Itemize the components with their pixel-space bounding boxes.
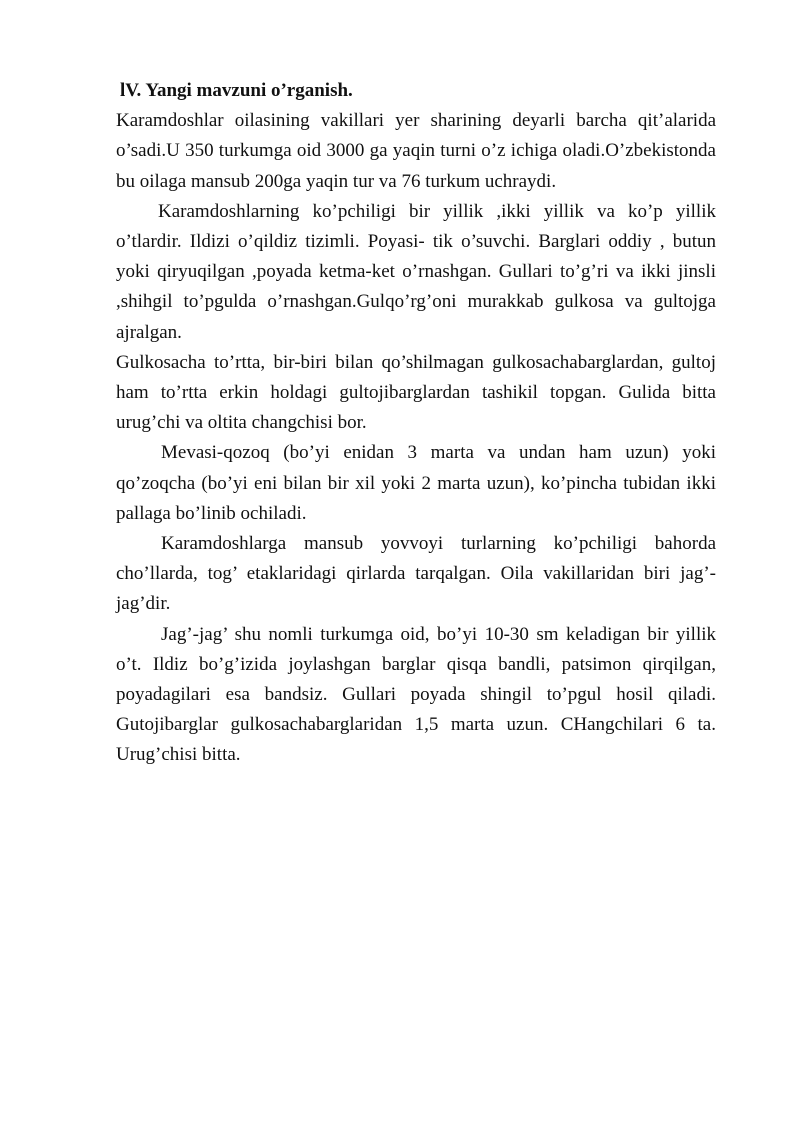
section-heading: lV. Yangi mavzuni o’rganish. (120, 80, 353, 101)
document-body (116, 76, 716, 771)
paragraph-3: Gulkosacha to’rtta, bir-biri bilan qo’shilmagan gulkosachabarglardan, gultoj ham to’rtta erkin holdagi gultojibarglardan tashikil topgan. Gulida bitta urug’chi va oltita changchisi bor. (116, 351, 716, 434)
paragraph-5: Karamdoshlarga mansub yovvoyi turlarning ko’pchiligi bahorda cho’llarda, tog’ etaklaridagi qirlarda tarqalgan. Oila vakillaridan biri jag’-jag’dir. (116, 533, 716, 615)
paragraph-6: Jag’-jag’ shu nomli turkumga oid, bo’yi 10-30 sm keladigan bir yillik o’t. Ildiz bo’g’izida joylashgan barglar qisqa bandli, patsimon qirqilgan, poyadagilari esa bandsiz. Gullari poyada shingil to’pgul hosil qiladi. Gutojibarglar gulkosachabarglaridan 1,5 marta uzun. CHangchilari 6 ta. Urug’chisi bitta. (116, 623, 716, 766)
paragraph-4: Mevasi-qozoq (bo’yi enidan 3 marta va undan ham uzun) yoki qo’zoqcha (bo’yi eni bilan bir xil yoki 2 marta uzun), ko’pincha tubidan ikki pallaga bo’linib ochiladi. (116, 442, 716, 524)
paragraph-2: Karamdoshlarning ko’pchiligi bir yillik ,ikki yillik va ko’p yillik o’tlardir. Ildizi o’qildiz tizimli. Poyasi- tik o’suvchi. Barglari oddiy , butun yoki qiryuqilgan ,poyada ketma-ket o’rnashgan. Gullari to’g’ri va ikki jinsli ,shihgil to’pgulda o’rnashgan.Gulqo’rg’oni murakkab gulkosa va gultojga ajralgan. (116, 200, 716, 343)
paragraph-1: Karamdoshlar oilasining vakillari yer sharining deyarli barcha qit’alarida o’sadi.U 350 turkumga oid 3000 ga yaqin turni o’z ichiga oladi.O’zbekistonda bu oilaga mansub 200ga yaqin tur va 76 turkum uchraydi. (116, 110, 716, 192)
